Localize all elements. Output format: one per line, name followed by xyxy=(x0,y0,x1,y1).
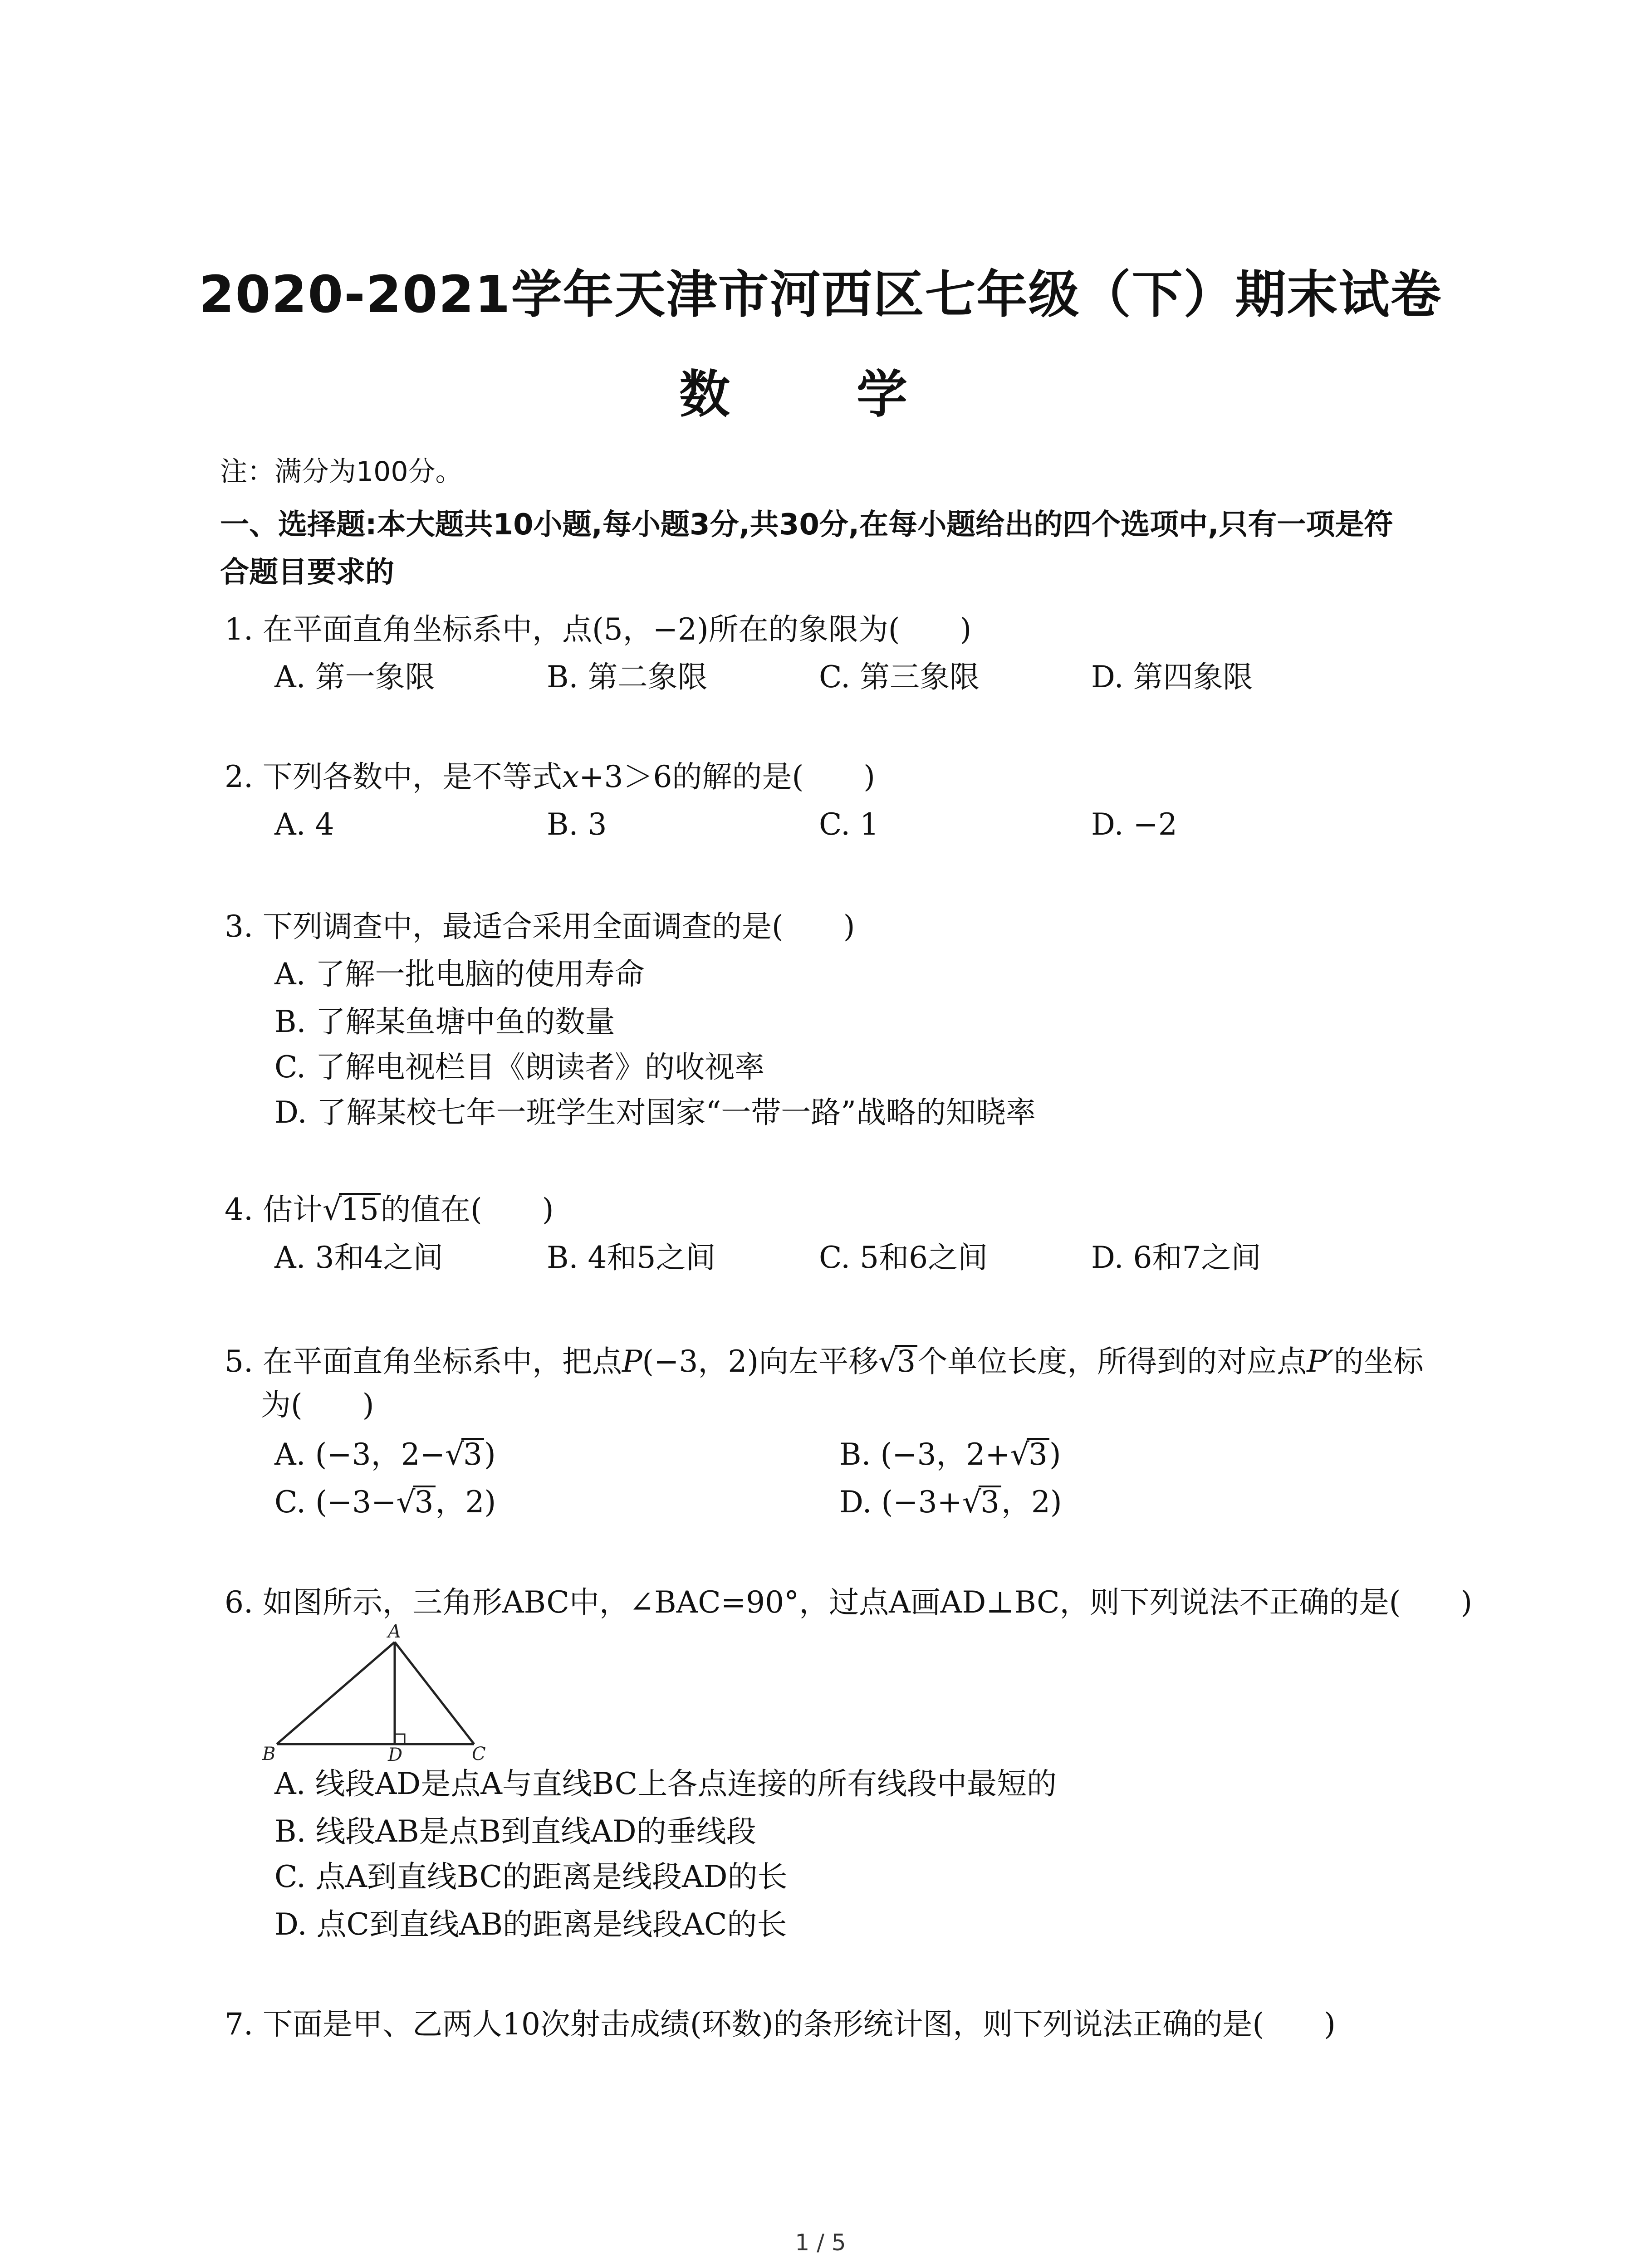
q5-option-c-post: ，2) xyxy=(435,1485,496,1520)
q5-stem-b: (−3，2)向左平移 xyxy=(642,1344,879,1379)
q5-sqrt: √3 xyxy=(878,1345,917,1377)
q3-option-b: B. 了解某鱼塘中鱼的数量 xyxy=(274,1004,615,1039)
q2-option-a: A. 4 xyxy=(274,807,334,842)
q5-option-d-radicand: 3 xyxy=(979,1486,1001,1517)
q2-stem xyxy=(225,759,875,794)
q3-option-c: C. 了解电视栏目《朗读者》的收视率 xyxy=(274,1050,765,1085)
q5-option-c-pre: C. (−3− xyxy=(274,1485,397,1520)
q5-stem-a: 5. 在平面直角坐标系中，把点 xyxy=(225,1344,622,1379)
q1-option-d: D. 第四象限 xyxy=(1091,660,1253,694)
q6-option-b: B. 线段AB是点B到直线AD的垂线段 xyxy=(274,1814,756,1849)
q5-stem-line1 xyxy=(225,1345,1424,1377)
q4-option-c: C. 5和6之间 xyxy=(819,1240,988,1275)
segment-ab xyxy=(277,1642,395,1744)
q5-option-b-post: ) xyxy=(1049,1437,1061,1472)
q5-option-b xyxy=(839,1438,1061,1470)
label-a: A xyxy=(388,1624,401,1642)
q4-option-a: A. 3和4之间 xyxy=(274,1240,443,1275)
q6-triangle-figure xyxy=(259,1624,513,1765)
q5-point-prime: P′ xyxy=(1307,1344,1334,1379)
q1-option-a: A. 第一象限 xyxy=(274,660,435,694)
q5-stem-line2: 为( ) xyxy=(261,1388,374,1422)
q2-stem-pre: 2. 下列各数中，是不等式 xyxy=(225,759,562,794)
q2-variable: x xyxy=(562,759,579,794)
q4-radicand: 15 xyxy=(339,1193,381,1225)
section-heading-line2: 合题目要求的 xyxy=(220,556,394,589)
q5-option-b-sqrt: √3 xyxy=(1010,1438,1049,1470)
q6-option-a: A. 线段AD是点A与直线BC上各点连接的所有线段中最短的 xyxy=(274,1766,1057,1801)
q5-option-b-radicand: 3 xyxy=(1027,1438,1049,1470)
q1-option-c: C. 第三象限 xyxy=(819,660,980,694)
q5-radicand: 3 xyxy=(895,1345,917,1377)
q5-option-a-sqrt: √3 xyxy=(445,1438,484,1470)
q4-option-b: B. 4和5之间 xyxy=(547,1240,716,1275)
q1-option-b: B. 第二象限 xyxy=(547,660,708,694)
exam-title: 2020-2021学年天津市河西区七年级（下）期末试卷 xyxy=(199,265,1442,324)
score-note: 注：满分为100分。 xyxy=(220,456,463,488)
q3-option-d: D. 了解某校七年一班学生对国家“一带一路”战略的知晓率 xyxy=(274,1095,1036,1130)
q2-option-d: D. −2 xyxy=(1091,807,1177,842)
q4-stem xyxy=(225,1193,554,1225)
q5-option-b-pre: B. (−3，2+ xyxy=(839,1437,1010,1472)
q6-option-c: C. 点A到直线BC的距离是线段AD的长 xyxy=(274,1859,788,1894)
q5-option-c-sqrt: √3 xyxy=(396,1486,435,1517)
q5-option-d-pre: D. (−3+ xyxy=(839,1485,962,1520)
q5-option-a-pre: A. (−3，2− xyxy=(274,1437,445,1472)
q4-stem-post: 的值在( ) xyxy=(381,1192,554,1227)
q2-option-c: C. 1 xyxy=(819,807,879,842)
q5-option-c xyxy=(274,1485,496,1520)
q5-option-c-radicand: 3 xyxy=(413,1486,436,1517)
q5-point: P xyxy=(622,1344,642,1379)
section-heading-line1: 一、选择题:本大题共10小题,每小题3分,共30分,在每小题给出的四个选项中,只有一项是符 xyxy=(220,508,1393,542)
q5-option-d xyxy=(839,1485,1062,1520)
q2-option-b: B. 3 xyxy=(547,807,607,842)
q5-option-d-sqrt: √3 xyxy=(962,1486,1001,1517)
q6-option-d: D. 点C到直线AB的距离是线段AC的长 xyxy=(274,1907,787,1942)
q4-stem-pre: 4. 估计 xyxy=(225,1192,323,1227)
label-b: B xyxy=(262,1744,276,1765)
q1-stem: 1. 在平面直角坐标系中，点(5，−2)所在的象限为( ) xyxy=(225,612,972,647)
q2-stem-post: +3＞6的解的是( ) xyxy=(579,759,875,794)
q7-stem: 7. 下面是甲、乙两人10次射击成绩(环数)的条形统计图，则下列说法正确的是( ) xyxy=(225,2007,1336,2042)
segment-ac xyxy=(395,1642,474,1744)
q4-sqrt: √15 xyxy=(323,1193,381,1225)
q5-option-d-post: ，2) xyxy=(1001,1485,1062,1520)
q6-stem: 6. 如图所示，三角形ABC中，∠BAC=90°，过点A画AD⊥BC，则下列说法不正确的是( ) xyxy=(225,1585,1473,1620)
right-angle-mark xyxy=(395,1734,405,1744)
q5-stem-c: 个单位长度，所得到的对应点 xyxy=(917,1344,1307,1379)
q4-option-d: D. 6和7之间 xyxy=(1091,1240,1261,1275)
q5-option-a-post: ) xyxy=(484,1437,496,1472)
q3-option-a: A. 了解一批电脑的使用寿命 xyxy=(274,957,645,992)
q5-option-a-radicand: 3 xyxy=(461,1438,484,1470)
q5-option-a xyxy=(274,1438,496,1470)
q3-stem: 3. 下列调查中，最适合采用全面调查的是( ) xyxy=(225,909,855,944)
label-d: D xyxy=(388,1745,403,1765)
q5-stem-d: 的坐标 xyxy=(1333,1344,1424,1379)
page-number: 1 / 5 xyxy=(795,2229,846,2256)
label-c: C xyxy=(472,1744,486,1765)
subject-title: 数 学 xyxy=(679,365,962,424)
